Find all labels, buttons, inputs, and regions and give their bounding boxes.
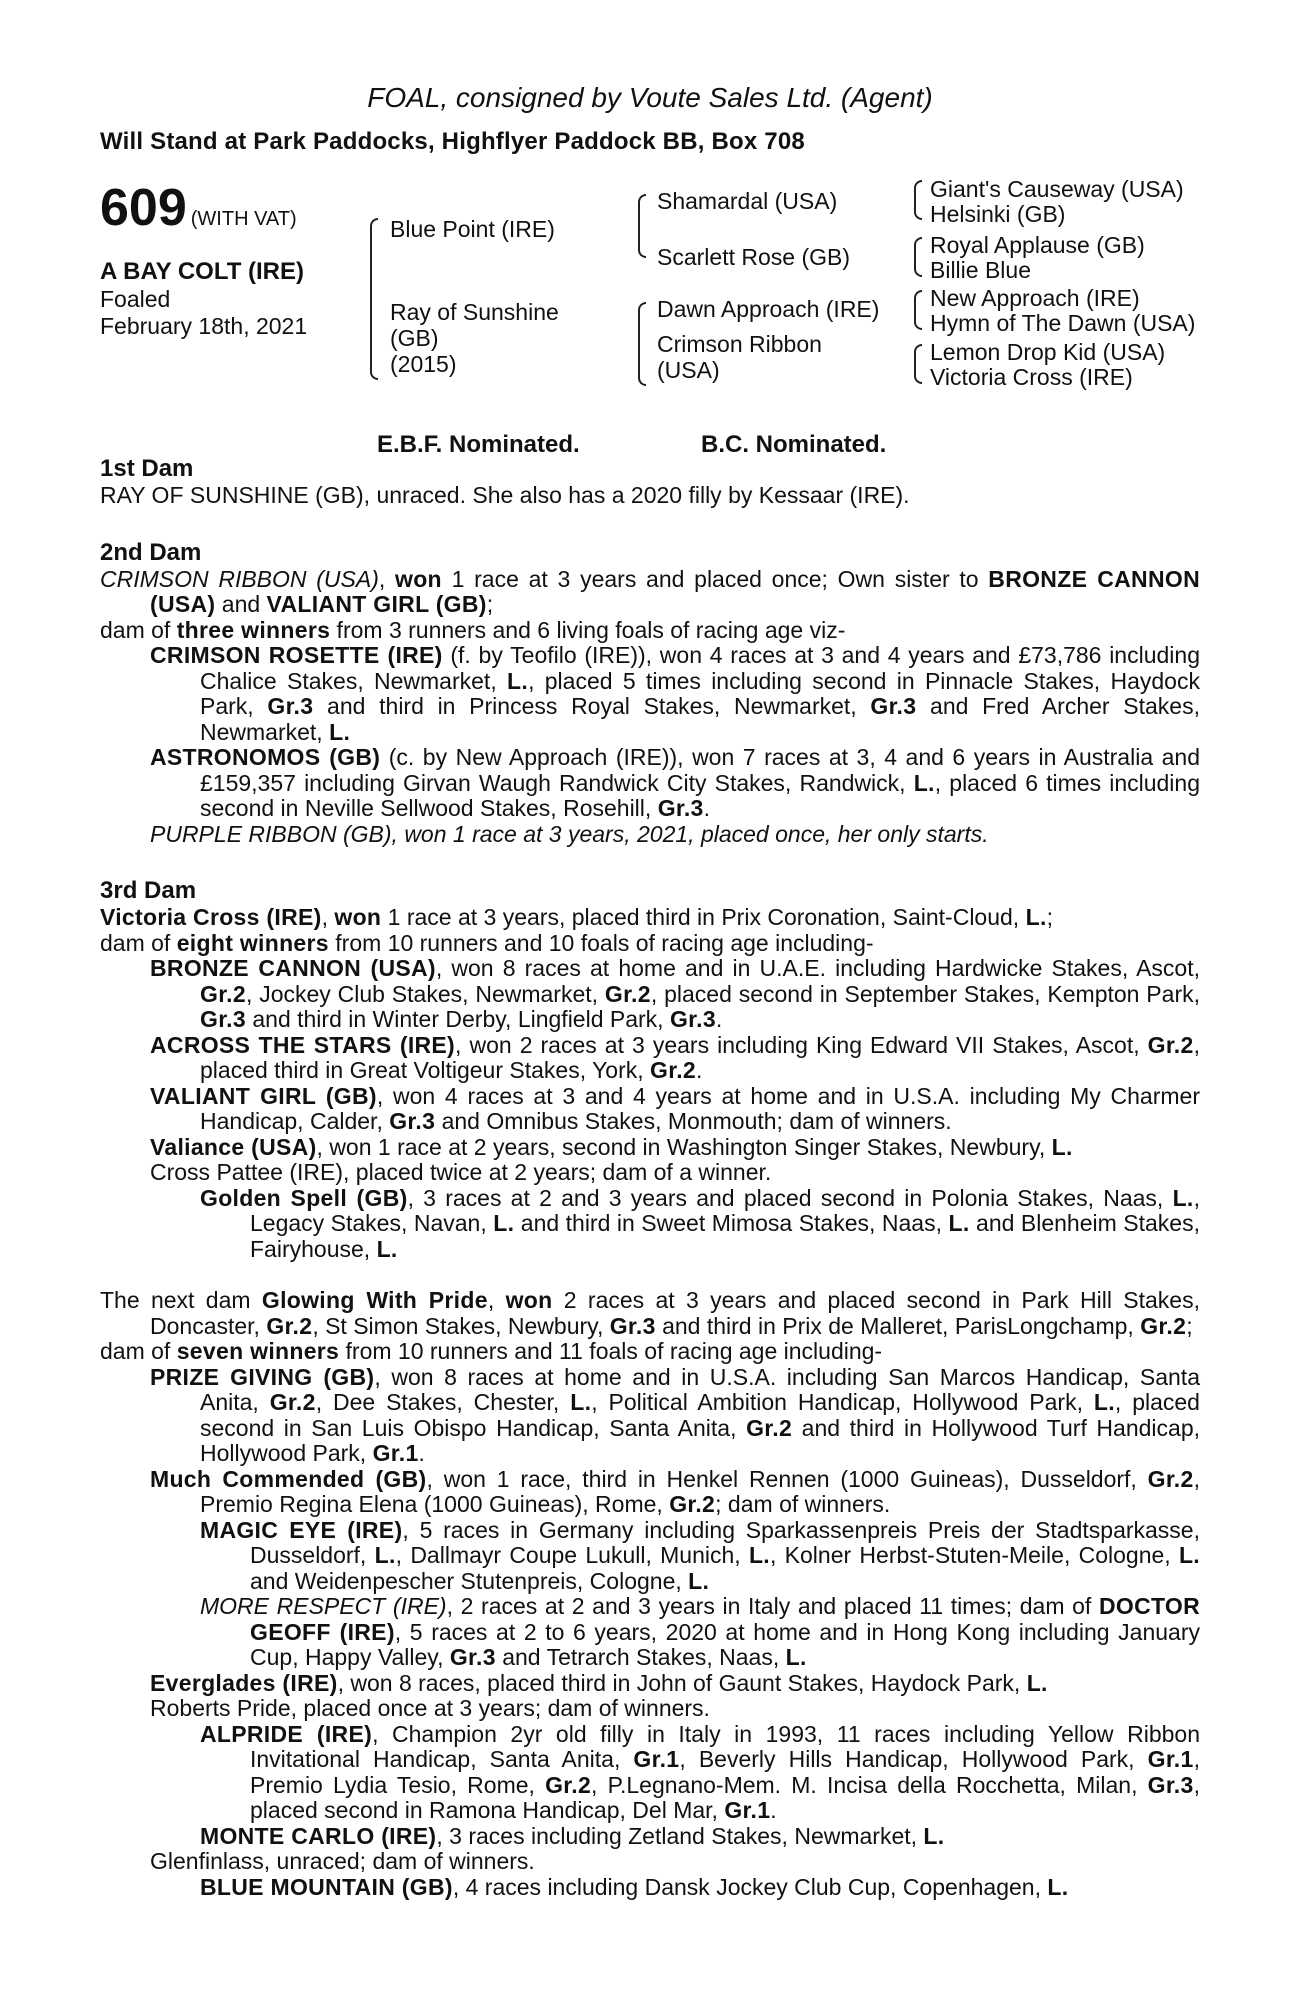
grade: Gr.3 [449, 1644, 496, 1670]
dam-line-brace [638, 302, 646, 386]
text: , Legacy Stakes, Navan, [250, 1184, 1200, 1236]
dam-year: (2015) [390, 351, 457, 377]
text: . [770, 1797, 777, 1823]
text: , Premio Regina Elena (1000 Guineas), Rome, [200, 1465, 1200, 1517]
text: , placed second in September Stakes, Kempton Park, [650, 980, 1200, 1007]
dam-dam-2: (USA) [657, 357, 720, 383]
grandparent-1: Giant's Causeway (USA) [930, 176, 1184, 202]
produce-entry [200, 1518, 1200, 1595]
grade: L. [1172, 1184, 1194, 1211]
next-dam-produce-line [100, 1339, 1200, 1365]
dam-sire: Dawn Approach (IRE) [657, 296, 880, 322]
grandparent-2: Helsinki (GB) [930, 201, 1066, 227]
foaled-label: Foaled [100, 286, 171, 312]
horse-name: VALIANT GIRL (GB) [150, 1082, 377, 1109]
horse-name: Much Commended (GB) [150, 1465, 427, 1492]
grade: L. [948, 1210, 970, 1236]
spacer [100, 1262, 1200, 1288]
sire-line-brace [638, 194, 646, 258]
text: dam of [100, 929, 177, 956]
grade: Gr.3 [609, 1312, 656, 1339]
horse-name: MONTE CARLO (IRE) [200, 1822, 437, 1849]
winners-count: three winners [176, 616, 331, 643]
vat-label: (WITH VAT) [190, 208, 297, 230]
horse-name: PRIZE GIVING (GB) [150, 1363, 375, 1390]
grandparent-6: Hymn of The Dawn (USA) [930, 310, 1196, 336]
lot-description: A BAY COLT (IRE) [100, 258, 305, 285]
text: 2 races at 3 years and placed second in Park Hill Stakes, Doncaster, [150, 1287, 1200, 1339]
dam3-name: Victoria Cross (IRE) [100, 904, 322, 930]
spacer [100, 847, 1200, 873]
grade: L. [1047, 1873, 1069, 1900]
grade: Gr.2 [1147, 1465, 1194, 1492]
text: , won 4 races at 3 and 4 years at home and in U.S.A. including My Charmer Handicap, Calder, [200, 1082, 1200, 1134]
dam3-produce-line [100, 931, 1200, 957]
text: ; [1046, 904, 1054, 930]
text: , won 2 races at 3 years including King Edward VII Stakes, Ascot, [455, 1031, 1148, 1058]
produce-entry [150, 956, 1200, 1033]
text: , Kolner Herbst-Stuten-Meile, Cologne, [770, 1542, 1179, 1568]
foaled-date: February 18th, 2021 [100, 313, 308, 339]
text: , Beverly Hills Handicap, Hollywood Park, [679, 1746, 1148, 1772]
text: dam of [100, 616, 177, 643]
grade: Gr.3 [200, 1006, 246, 1032]
horse-name: DOCTOR GEOFF (IRE) [250, 1593, 1201, 1645]
grade: L. [493, 1210, 515, 1236]
won-label: won [395, 565, 442, 592]
dam2-name: CRIMSON RIBBON (USA) [100, 565, 379, 592]
text: , St Simon Stakes, Newbury, [312, 1312, 610, 1339]
dam1-title: 1st Dam [100, 455, 194, 482]
next-dam-entry [100, 1288, 1200, 1339]
text: The next dam [100, 1287, 262, 1313]
produce-entry: Cross Pattee (IRE), placed twice at 2 years; dam of a winner. [150, 1159, 772, 1185]
text: , won 8 races, placed third in John of Gaunt Stakes, Haydock Park, [337, 1669, 1027, 1696]
horse-name: ALPRIDE (IRE) [200, 1720, 373, 1747]
grade: Gr.3 [669, 1006, 716, 1032]
grandparent-7: Lemon Drop Kid (USA) [930, 339, 1166, 365]
next-dam-name: Glowing With Pride [261, 1287, 488, 1313]
text: , 3 races including Zetland Stakes, Newmarket, [436, 1822, 924, 1849]
grade: L. [913, 769, 935, 796]
text: , 5 races in Germany including Sparkassenpreis Preis der Stadtsparkasse, Dusseldorf, [250, 1516, 1200, 1568]
text: and third in Princess Royal Stakes, Newmarket, [313, 693, 871, 719]
won-label: won [334, 904, 382, 930]
text: dam of [100, 1338, 177, 1364]
grandparent-4: Billie Blue [930, 257, 1031, 283]
produce-entry [150, 1365, 1200, 1467]
text: , won 1 race at 2 years, second in Washington Singer Stakes, Newbury, [316, 1133, 1052, 1160]
text: , 4 races including Dansk Jockey Club Cup, Copenhagen, [452, 1873, 1048, 1900]
dam3-entry [100, 905, 1200, 931]
consignor-line: FOAL, consigned by Voute Sales Ltd. (Agent) [367, 82, 933, 113]
grade: Gr.2 [669, 1491, 716, 1517]
text: , won 8 races at home and in U.A.E. including Hardwicke Stakes, Ascot, [435, 955, 1200, 981]
text: . [703, 795, 711, 821]
produce-entry: Glenfinlass, unraced; dam of winners. [150, 1848, 535, 1874]
horse-name: Valiance (USA) [150, 1133, 317, 1160]
text: , Dee Stakes, Chester, [315, 1389, 571, 1415]
text: , [378, 565, 395, 592]
text: and Blenheim Stakes, Fairyhouse, [250, 1210, 1200, 1262]
horse-name: Golden Spell (GB) [200, 1184, 408, 1211]
grade: L. [1178, 1542, 1200, 1568]
grade: Gr.2 [604, 980, 651, 1007]
sibling-name: VALIANT GIRL (GB) [266, 591, 487, 617]
horse-name: BRONZE CANNON (USA) [150, 955, 436, 981]
produce-entry: PURPLE RIBBON (GB), won 1 race at 3 years, 2021, placed once, her only starts. [150, 820, 989, 847]
spacer [100, 509, 1200, 535]
text: and Tetrarch Stakes, Naas, [495, 1644, 786, 1670]
text: , Premio Lydia Tesio, Rome, [250, 1746, 1200, 1798]
horse-name: BLUE MOUNTAIN (GB) [200, 1873, 453, 1900]
text: , 3 races at 2 and 3 years and placed second in Polonia Stakes, Naas, [407, 1184, 1173, 1211]
produce-entry [200, 1594, 1200, 1671]
g-brace-2 [914, 237, 922, 277]
grade: Gr.2 [269, 1389, 316, 1415]
grade: Gr.2 [1147, 1031, 1194, 1058]
horse-name: ACROSS THE STARS (IRE) [150, 1031, 456, 1058]
grade: L. [1025, 904, 1047, 930]
grade: Gr.1 [1147, 1746, 1194, 1772]
text: . [715, 1006, 723, 1032]
text: 1 race at 3 years and placed once; Own sister to [441, 565, 989, 592]
grandparent-8: Victoria Cross (IRE) [930, 364, 1133, 390]
text: from 10 runners and 10 foals of racing age including- [328, 929, 874, 956]
produce-entry [200, 1186, 1200, 1263]
grade: L. [1026, 1669, 1048, 1696]
produce-entry [150, 1084, 1200, 1135]
grade: L. [923, 1822, 945, 1849]
text: , Dallmayr Coupe Lukull, Munich, [395, 1542, 749, 1568]
text: , Political Ambition Handicap, Hollywood Park, [591, 1389, 1094, 1415]
text: and third in Sweet Mimosa Stakes, Naas, [514, 1210, 949, 1236]
grade: L. [570, 1389, 592, 1415]
produce-entry [150, 1135, 1200, 1161]
dam2-entry [100, 567, 1200, 618]
horse-name: MORE RESPECT (IRE) [200, 1593, 447, 1619]
text: and Fred Archer Stakes, Newmarket, [200, 693, 1200, 745]
grade: Gr.2 [266, 1312, 313, 1339]
produce-entry [150, 1671, 1200, 1697]
bc-nomination: B.C. Nominated. [701, 431, 887, 458]
dam-name-2: (GB) [390, 325, 439, 351]
text: , placed 5 times including second in Pinnacle Stakes, Haydock Park, [200, 667, 1200, 719]
dam3-title: 3rd Dam [100, 877, 197, 904]
produce-entry [200, 1875, 1200, 1901]
grade: L. [374, 1542, 396, 1568]
text: (c. by New Approach (IRE)), won 7 races at 3, 4 and 6 years in Australia and £159,357 including Girvan Waugh Randwick City Stakes, Randwick, [200, 744, 1200, 796]
g-brace-1 [914, 180, 922, 220]
grade: Gr.2 [200, 980, 246, 1007]
pedigree-block [100, 176, 1200, 431]
g-brace-3 [914, 290, 922, 330]
text: ; dam of winners. [715, 1491, 891, 1517]
grade: L. [507, 667, 529, 694]
won-label: won [505, 1287, 553, 1313]
text: , [321, 904, 335, 930]
grade: L. [688, 1567, 710, 1594]
produce-entry [150, 745, 1200, 822]
text: ; [486, 591, 494, 617]
text: , P.Legnano-Mem. M. Incisa della Rocchetta, Milan, [591, 1771, 1148, 1798]
text: , placed third in Great Voltigeur Stakes, York, [200, 1031, 1200, 1083]
produce-entry [150, 1033, 1200, 1084]
text: 1 race at 3 years, placed third in Prix Coronation, Saint-Cloud, [381, 904, 1026, 930]
g-brace-4 [914, 344, 922, 384]
grade: Gr.3 [389, 1108, 436, 1134]
grade: Gr.2 [1140, 1312, 1187, 1339]
text: and Weidenpescher Stutenpreis, Cologne, [250, 1567, 689, 1594]
text: and Omnibus Stakes, Monmouth; dam of winners. [435, 1108, 952, 1134]
sibling-name: BRONZE CANNON (USA) [150, 565, 1200, 617]
sire-sire: Shamardal (USA) [657, 188, 838, 214]
grade: L. [785, 1644, 807, 1670]
grade: L. [748, 1542, 770, 1568]
text: , 2 races at 2 and 3 years in Italy and placed 11 times; dam of [446, 1593, 1099, 1619]
horse-name: CRIMSON ROSETTE (IRE) [150, 642, 443, 668]
grade: Gr.1 [724, 1797, 771, 1823]
dam-name-1: Ray of Sunshine [390, 299, 559, 325]
winners-count: eight winners [176, 929, 329, 956]
text: , placed second in Ramona Handicap, Del Mar, [250, 1771, 1200, 1823]
grade: L. [376, 1235, 398, 1262]
grandparent-3: Royal Applause (GB) [930, 232, 1145, 258]
text: and [215, 591, 267, 617]
grade: Gr.1 [372, 1440, 419, 1466]
text: and third in Prix de Malleret, ParisLongchamp, [655, 1312, 1141, 1339]
produce-entry [200, 1722, 1200, 1824]
text: and third in Winter Derby, Lingfield Park, [245, 1006, 670, 1032]
text: , Champion 2yr old filly in Italy in 1993, 11 races including Yellow Ribbon Invitational Handicap, Santa Anita, [250, 1720, 1200, 1772]
text: , [487, 1287, 506, 1313]
dam2-produce-line [100, 618, 1200, 644]
text: , placed second in San Luis Obispo Handicap, Santa Anita, [200, 1389, 1200, 1441]
ebf-nomination: E.B.F. Nominated. [377, 431, 580, 458]
grade: L. [1093, 1389, 1115, 1415]
grade: Gr.2 [746, 1414, 793, 1441]
sire-name: Blue Point (IRE) [390, 216, 555, 242]
grade: Gr.3 [870, 693, 917, 719]
text: , 5 races at 2 to 6 years, 2020 at home and in Hong Kong including January Cup, Happy Valley, [250, 1618, 1200, 1670]
grade: Gr.3 [1147, 1771, 1194, 1798]
text: ; [1186, 1312, 1193, 1339]
text: from 3 runners and 6 living foals of racing age viz- [330, 616, 846, 643]
horse-name: MAGIC EYE (IRE) [200, 1516, 403, 1543]
text: . [696, 1057, 703, 1083]
text: , Jockey Club Stakes, Newmarket, [245, 980, 605, 1007]
horse-name: Everglades (IRE) [150, 1669, 338, 1696]
sire-dam: Scarlett Rose (GB) [657, 244, 850, 270]
grade: L. [329, 718, 351, 745]
text: and third in Hollywood Turf Handicap, Hollywood Park, [200, 1414, 1201, 1466]
dam-dam-1: Crimson Ribbon [657, 331, 822, 357]
grade: Gr.3 [267, 693, 314, 719]
grade: Gr.1 [633, 1746, 680, 1772]
grade: L. [1051, 1133, 1073, 1160]
text: , placed 6 times including second in Neville Sellwood Stakes, Rosehill, [200, 769, 1200, 821]
catalogue-page [100, 80, 1200, 1900]
produce-entry [150, 643, 1200, 745]
grade: Gr.3 [657, 795, 704, 821]
winners-count: seven winners [176, 1338, 340, 1364]
dam1-text: RAY OF SUNSHINE (GB), unraced. She also has a 2020 filly by Kessaar (IRE). [100, 482, 910, 508]
text: , won 1 race, third in Henkel Rennen (1000 Guineas), Dusseldorf, [426, 1465, 1148, 1492]
grandparent-5: New Approach (IRE) [930, 285, 1140, 311]
text: from 10 runners and 11 foals of racing age including- [339, 1338, 883, 1364]
produce-entry: Roberts Pride, placed once at 3 years; dam of winners. [150, 1695, 710, 1721]
grade: Gr.2 [545, 1771, 592, 1798]
produce-entry [150, 1467, 1200, 1518]
produce-entry [200, 1824, 1200, 1850]
horse-name: ASTRONOMOS (GB) [150, 744, 381, 770]
lot-number-line [100, 179, 297, 237]
lot-number: 609 [100, 179, 187, 237]
text: (f. by Teofilo (IRE)), won 4 races at 3 and 4 years and £73,786 including Chalice Stakes, Newmarket, [200, 642, 1200, 694]
stabling-line: Will Stand at Park Paddocks, Highflyer Paddock BB, Box 708 [100, 128, 805, 155]
nominations-line [100, 431, 1200, 461]
sire-dam-brace [370, 218, 378, 380]
text: , won 8 races at home and in U.S.A. including San Marcos Handicap, Santa Anita, [200, 1363, 1200, 1415]
dam2-title: 2nd Dam [100, 538, 202, 566]
grade: Gr.2 [650, 1057, 697, 1083]
text: . [418, 1440, 425, 1466]
